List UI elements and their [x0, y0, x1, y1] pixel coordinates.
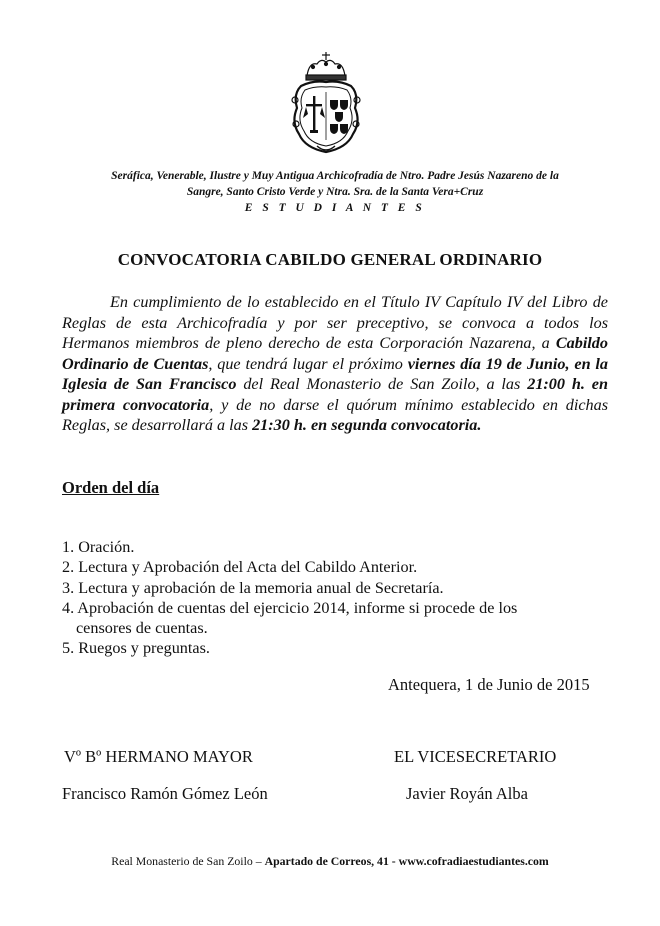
agenda-item: 5. Ruegos y preguntas. — [62, 639, 210, 658]
crown-icon — [306, 52, 346, 80]
body-bold-2: viernes día 19 de Junio, en la Iglesia de San Francisco — [62, 354, 608, 393]
body-bold-4: 21:30 h. en segunda convocatoria. — [252, 416, 482, 434]
footer-address — [0, 854, 660, 869]
body-text-4: , y de no darse el quórum mínimo establecido en dichas Reglas, se desarrollará a las — [62, 395, 608, 434]
signature-title-right: EL VICESECRETARIO — [394, 747, 557, 766]
header-line-3: E S T U D I A N T E S — [244, 202, 426, 214]
agenda-list — [62, 537, 612, 659]
body-text-2: , que tendrá lugar el próximo — [208, 354, 408, 373]
footer-part-2: Apartado de Correos, 41 - www.cofradiaestudiantes.com — [264, 854, 549, 868]
date-line: Antequera, 1 de Junio de 2015 — [388, 675, 590, 694]
signature-name-right: Javier Royán Alba — [406, 784, 528, 803]
convocation-paragraph — [62, 292, 608, 436]
body-bold-1: Cabildo Ordinario de Cuentas — [62, 334, 608, 373]
signature-title-left: Vº Bº HERMANO MAYOR — [64, 747, 253, 766]
document-title: CONVOCATORIA CABILDO GENERAL ORDINARIO — [117, 250, 543, 269]
agenda-item: 1. Oración. — [62, 538, 135, 556]
signature-name-left: Francisco Ramón Gómez León — [62, 784, 268, 803]
agenda-item: 2. Lectura y Aprobación del Acta del Cabildo Anterior. — [62, 558, 418, 577]
body-bold-3: 21:00 h. en primera convocatoria — [62, 375, 608, 414]
agenda-item: 3. Lectura y aprobación de la memoria anual de Secretaría. — [62, 578, 444, 597]
header-line-2: Sangre, Santo Cristo Verde y Ntra. Sra. de la Santa Vera+Cruz — [186, 186, 484, 198]
brotherhood-header — [40, 168, 630, 216]
body-text-1: En cumplimiento de lo establecido en el Título IV Capítulo IV del Libro de Reglas de esta Archicofradía y por ser preceptivo, se convoca a todos los Hermanos miembros de pleno derecho de esta Corporación Nazarena, a — [62, 293, 608, 352]
body-text-3: del Real Monasterio de San Zoilo, a las — [236, 375, 528, 393]
coat-of-arms-crest — [287, 50, 365, 156]
agenda-item: 4. Aprobación de cuentas del ejercicio 2014, informe si procede de los — [62, 598, 518, 617]
agenda-heading: Orden del día — [62, 478, 160, 497]
footer-part-1: Real Monasterio de San Zoilo – — [111, 854, 265, 868]
agenda-item-continuation: censores de cuentas. — [76, 619, 208, 638]
header-line-1: Seráfica, Venerable, Ilustre y Muy Antigua Archicofradía de Ntro. Padre Jesús Nazareno de la — [111, 170, 559, 182]
